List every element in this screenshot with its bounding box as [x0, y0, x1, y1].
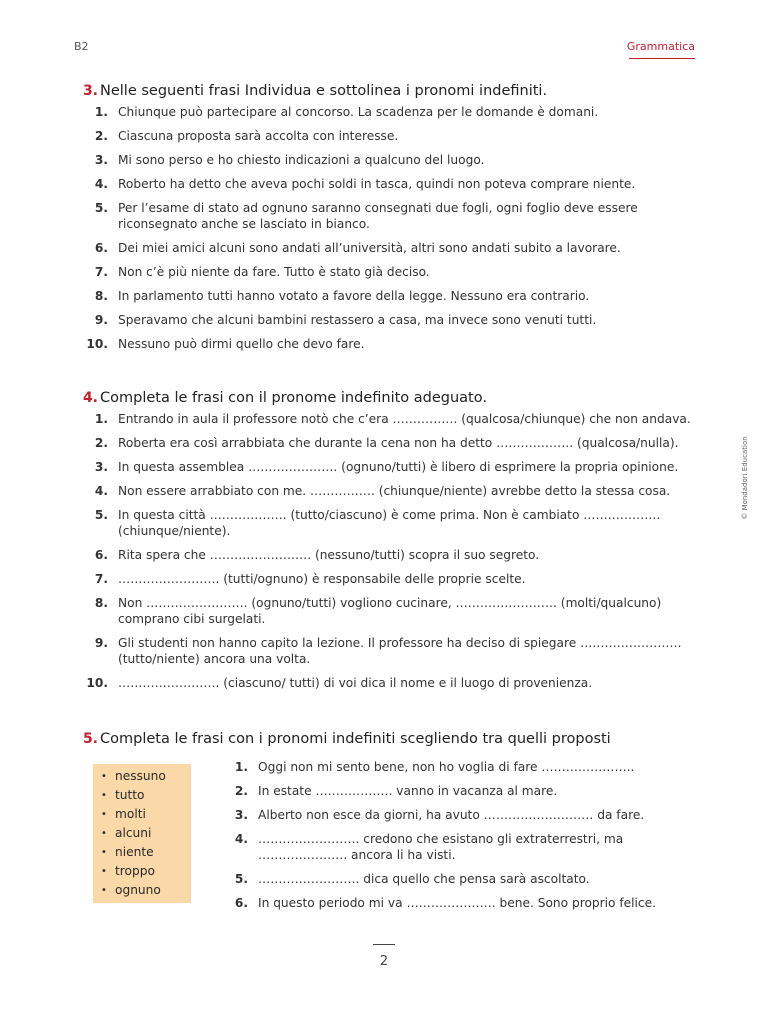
item-number: 4. [94, 177, 108, 191]
list-item [70, 152, 700, 168]
item-number: 2. [94, 129, 108, 143]
list-item [70, 240, 700, 256]
list-item [70, 459, 700, 475]
bullet-icon: • [101, 771, 107, 782]
item-number: 10. [86, 337, 108, 351]
exercise-5-heading [70, 731, 700, 747]
item-number: 1. [234, 760, 248, 774]
level-label: B2 [74, 40, 89, 53]
exercise-number: 3. [82, 83, 98, 99]
list-item [70, 312, 700, 328]
word-bank-word: troppo [115, 864, 155, 878]
section-underline [629, 58, 695, 59]
item-text: ……………………. (ciascuno/ tutti) di voi dica il nome e il luogo di provenienza. [118, 676, 593, 690]
copyright-notice: © Mondadori Education [741, 436, 749, 520]
item-text: In parlamento tutti hanno votato a favore della legge. Nessuno era contrario. [118, 289, 590, 303]
item-text: ……………………. (tutti/ognuno) è responsabile delle proprie scelte. [118, 572, 526, 586]
list-item [70, 435, 700, 451]
list-item [202, 831, 700, 863]
item-text: Gli studenti non hanno capito la lezione. Il professore ha deciso di spiegare ……………………. (tutto/niente) ancora una volta. [118, 636, 682, 666]
item-number: 3. [94, 460, 108, 474]
item-number: 3. [234, 808, 248, 822]
list-item [202, 807, 700, 823]
item-text: ……………………. dica quello che pensa sarà ascoltato. [258, 872, 590, 886]
page-number-rule [373, 944, 395, 945]
item-text: Roberta era così arrabbiata che durante la cena non ha detto ………………. (qualcosa/nulla). [118, 436, 679, 450]
item-number: 8. [94, 596, 108, 610]
item-number: 10. [86, 676, 108, 690]
item-number: 9. [94, 313, 108, 327]
exercise-title: Completa le frasi con il pronome indefinito adeguato. [100, 390, 487, 406]
item-number: 2. [234, 784, 248, 798]
word-bank-word: ognuno [115, 883, 161, 897]
list-item [70, 128, 700, 144]
word-bank-word: molti [115, 807, 146, 821]
section-label: Grammatica [626, 40, 695, 53]
exercise-3-heading [70, 83, 700, 99]
item-text: In questo periodo mi va …………………. bene. Sono proprio felice. [258, 896, 656, 910]
list-item [70, 483, 700, 499]
exercise-5-items [202, 759, 700, 911]
item-text: Ciascuna proposta sarà accolta con interesse. [118, 129, 399, 143]
page-number: 2 [379, 954, 389, 969]
item-text: Per l’esame di stato ad ognuno saranno consegnati due fogli, ogni foglio deve essere riconsegnato anche se lasciato in bianco. [118, 201, 638, 231]
item-number: 6. [94, 548, 108, 562]
item-text: Dei miei amici alcuni sono andati all’università, altri sono andati subito a lavorare. [118, 241, 621, 255]
bullet-icon: • [101, 847, 107, 858]
word-bank-word: nessuno [115, 769, 166, 783]
list-item [202, 895, 700, 911]
item-text: In questa assemblea …………………. (ognuno/tutti) è libero di esprimere la propria opinione. [118, 460, 679, 474]
list-item [202, 759, 700, 775]
item-number: 1. [94, 105, 108, 119]
list-item [202, 871, 700, 887]
word-bank-word: tutto [115, 788, 145, 802]
item-text: Alberto non esce da giorni, ha avuto ……………………… da fare. [258, 808, 645, 822]
bullet-icon: • [101, 885, 107, 896]
item-text: Entrando in aula il professore notò che c’era ……………. (qualcosa/chiunque) che non andava. [118, 412, 691, 426]
item-text: Nessuno può dirmi quello che devo fare. [118, 337, 365, 351]
bullet-icon: • [101, 828, 107, 839]
item-number: 4. [234, 832, 248, 846]
item-text: Non c’è più niente da fare. Tutto è stato già deciso. [118, 265, 430, 279]
word-bank [93, 764, 191, 903]
item-number: 4. [94, 484, 108, 498]
bullet-icon: • [101, 866, 107, 877]
list-item [70, 571, 700, 587]
exercise-4-heading [70, 390, 700, 406]
list-item [70, 507, 700, 539]
item-number: 7. [94, 572, 108, 586]
word-bank-item [93, 862, 191, 881]
exercise-number: 4. [82, 390, 98, 406]
list-item [70, 411, 700, 427]
item-text: Mi sono perso e ho chiesto indicazioni a qualcuno del luogo. [118, 153, 485, 167]
exercise-4 [70, 390, 700, 699]
word-bank-word: alcuni [115, 826, 152, 840]
list-item [70, 176, 700, 192]
word-bank-item [93, 881, 191, 900]
exercise-4-items [70, 411, 700, 691]
item-text: Roberto ha detto che aveva pochi soldi in tasca, quindi non poteva comprare niente. [118, 177, 636, 191]
list-item [202, 783, 700, 799]
item-number: 6. [234, 896, 248, 910]
word-bank-item [93, 805, 191, 824]
list-item [70, 200, 700, 232]
item-number: 5. [94, 201, 108, 215]
item-number: 7. [94, 265, 108, 279]
bullet-icon: • [101, 809, 107, 820]
item-text: In estate ………………. vanno in vacanza al mare. [258, 784, 558, 798]
exercise-title: Completa le frasi con i pronomi indefiniti scegliendo tra quelli proposti [100, 731, 611, 747]
item-text: Oggi non mi sento bene, non ho voglia di fare ………………….. [258, 760, 635, 774]
item-number: 6. [94, 241, 108, 255]
word-bank-word: niente [115, 845, 154, 859]
item-number: 3. [94, 153, 108, 167]
exercise-5 [70, 731, 700, 752]
word-bank-item [93, 786, 191, 805]
item-text: Chiunque può partecipare al concorso. La scadenza per le domande è domani. [118, 105, 599, 119]
item-number: 8. [94, 289, 108, 303]
item-number: 1. [94, 412, 108, 426]
exercise-5-items-container [202, 759, 700, 919]
word-bank-item [93, 767, 191, 786]
item-text: In questa città ………………. (tutto/ciascuno) è come prima. Non è cambiato ………………. (chiunque/niente). [118, 508, 661, 538]
list-item [70, 595, 700, 627]
exercise-3-items [70, 104, 700, 352]
list-item [70, 635, 700, 667]
exercise-3 [70, 83, 700, 360]
item-text: ……………………. credono che esistano gli extraterrestri, ma …………………. ancora li ha visti. [258, 832, 624, 862]
item-number: 5. [94, 508, 108, 522]
list-item [70, 336, 700, 352]
list-item [70, 547, 700, 563]
item-text: Non essere arrabbiato con me. ……………. (chiunque/niente) avrebbe detto la stessa cosa. [118, 484, 671, 498]
item-text: Non ……………………. (ognuno/tutti) vogliono cucinare, ……………………. (molti/qualcuno) comprano cibi surgelati. [118, 596, 662, 626]
word-bank-list [93, 767, 191, 900]
list-item [70, 104, 700, 120]
bullet-icon: • [101, 790, 107, 801]
word-bank-item [93, 843, 191, 862]
list-item [70, 675, 700, 691]
list-item [70, 264, 700, 280]
list-item [70, 288, 700, 304]
item-number: 5. [234, 872, 248, 886]
item-number: 2. [94, 436, 108, 450]
item-text: Rita spera che ……………………. (nessuno/tutti) scopra il suo segreto. [118, 548, 540, 562]
exercise-title: Nelle seguenti frasi Individua e sottolinea i pronomi indefiniti. [100, 83, 548, 99]
exercise-number: 5. [82, 731, 98, 747]
item-text: Speravamo che alcuni bambini restassero a casa, ma invece sono venuti tutti. [118, 313, 597, 327]
word-bank-item [93, 824, 191, 843]
item-number: 9. [94, 636, 108, 650]
